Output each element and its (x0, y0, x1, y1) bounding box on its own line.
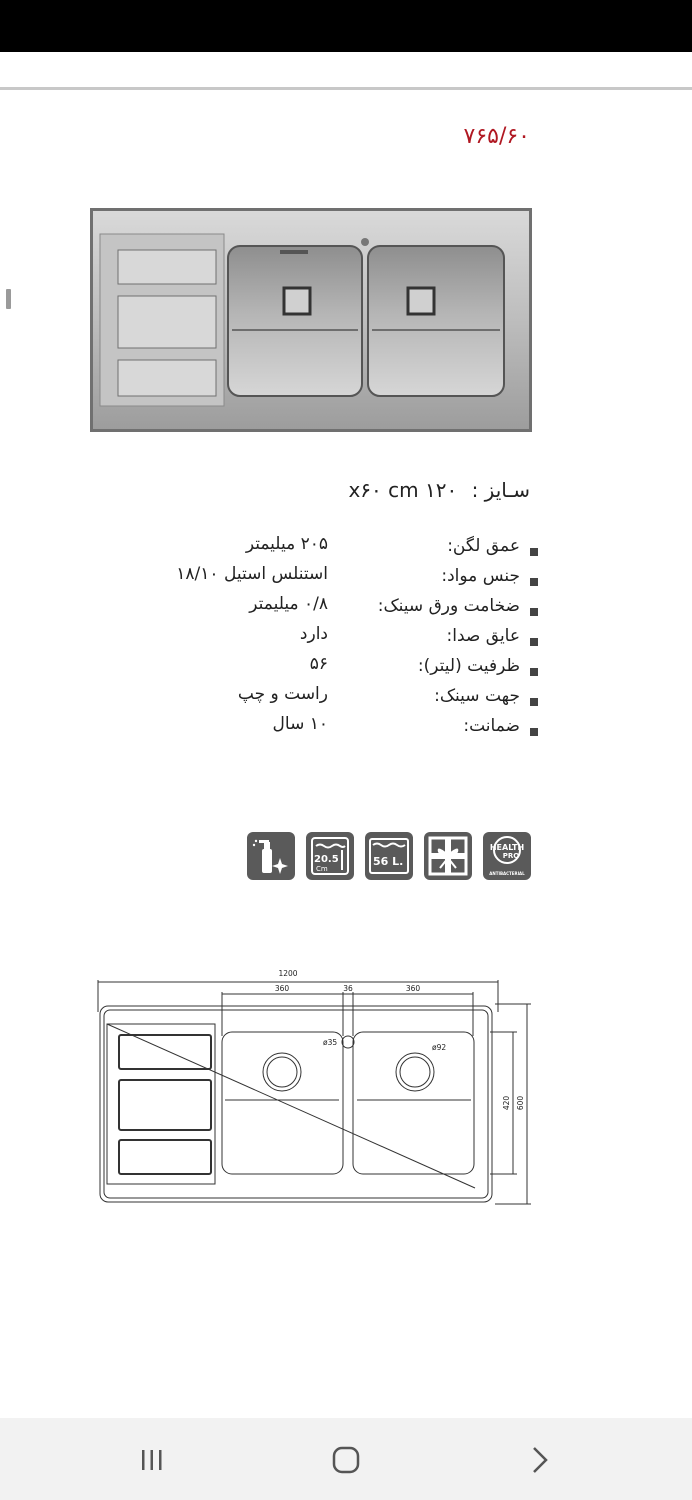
bullet-icon (530, 578, 538, 586)
recent-apps-button[interactable] (132, 1442, 172, 1478)
size-label: سـایز : (471, 478, 530, 502)
dim-overall-depth: 600 (516, 1095, 525, 1111)
dim-drain-small: ø35 (323, 1038, 338, 1047)
spec-label: ضخامت ورق سینک: (377, 596, 520, 616)
bullet-icon (530, 608, 538, 616)
spec-label: ظرفیت (لیتر): (417, 656, 520, 676)
spec-label: عمق لگن: (447, 536, 520, 556)
model-code: ۷۶۵/۶۰ (463, 124, 530, 149)
bullet-icon (530, 548, 538, 556)
spec-value: ۰/۸ میلیمتر (249, 594, 328, 614)
bowl-depth-icon (306, 832, 354, 880)
spec-row-direction (140, 684, 540, 714)
health-line2: PRO (502, 852, 520, 860)
spec-row-sheet-thickness (140, 594, 540, 624)
spec-label: جنس مواد: (441, 566, 520, 586)
spray-cleaning-icon (247, 832, 295, 880)
spec-value: ۵۶ (309, 654, 328, 674)
bullet-icon (530, 638, 538, 646)
edge-scroll-indicator[interactable] (6, 289, 11, 309)
spec-row-sound-insulation (140, 624, 540, 654)
feature-badges (247, 832, 537, 882)
home-button[interactable] (326, 1442, 366, 1478)
system-nav-bar (0, 1418, 692, 1500)
back-button[interactable] (520, 1442, 560, 1478)
health-pro-icon (483, 832, 531, 880)
dim-divider-width: 36 (343, 984, 353, 993)
back-icon (520, 1442, 560, 1478)
depth-unit: Cm (316, 865, 328, 873)
spec-value: راست و چپ (237, 684, 328, 704)
capacity-label: 56 L. (373, 855, 404, 868)
header-divider (0, 87, 692, 90)
gift-package-icon (424, 832, 472, 880)
spec-value: ۱۰ سال (272, 714, 328, 734)
health-line3: ANTIBACTERIAL (489, 871, 525, 876)
bullet-icon (530, 728, 538, 736)
home-icon (326, 1442, 366, 1478)
spec-row-warranty (140, 714, 540, 744)
size-value: ۱۲۰ x۶۰ cm (348, 478, 458, 502)
spec-value: ۲۰۵ میلیمتر (245, 534, 328, 554)
spec-row-capacity (140, 654, 540, 684)
health-line1: HEALTH (489, 843, 525, 852)
dim-overall-width: 1200 (278, 969, 298, 978)
dim-bowl-left-width: 360 (274, 984, 290, 993)
spec-value: استنلس استیل ۱۸/۱۰ (176, 564, 328, 584)
depth-value: 20.5 (314, 854, 339, 865)
sink-product-photo (90, 208, 532, 432)
spec-label: جهت سینک: (434, 686, 520, 706)
recent-apps-icon (132, 1442, 172, 1478)
spec-row-bowl-depth (140, 534, 540, 564)
spec-label: عایق صدا: (446, 626, 520, 646)
spec-label: ضمانت: (463, 716, 520, 736)
size-line (348, 478, 530, 502)
capacity-icon (365, 832, 413, 880)
dim-bowl-right-width: 360 (405, 984, 421, 993)
bullet-icon (530, 698, 538, 706)
spec-value: دارد (299, 624, 328, 644)
spec-row-material (140, 564, 540, 594)
technical-drawing (95, 966, 535, 1210)
status-bar (0, 0, 692, 52)
dim-drain-large: ø92 (432, 1043, 447, 1052)
dim-bowl-depth: 420 (502, 1095, 511, 1111)
bullet-icon (530, 668, 538, 676)
